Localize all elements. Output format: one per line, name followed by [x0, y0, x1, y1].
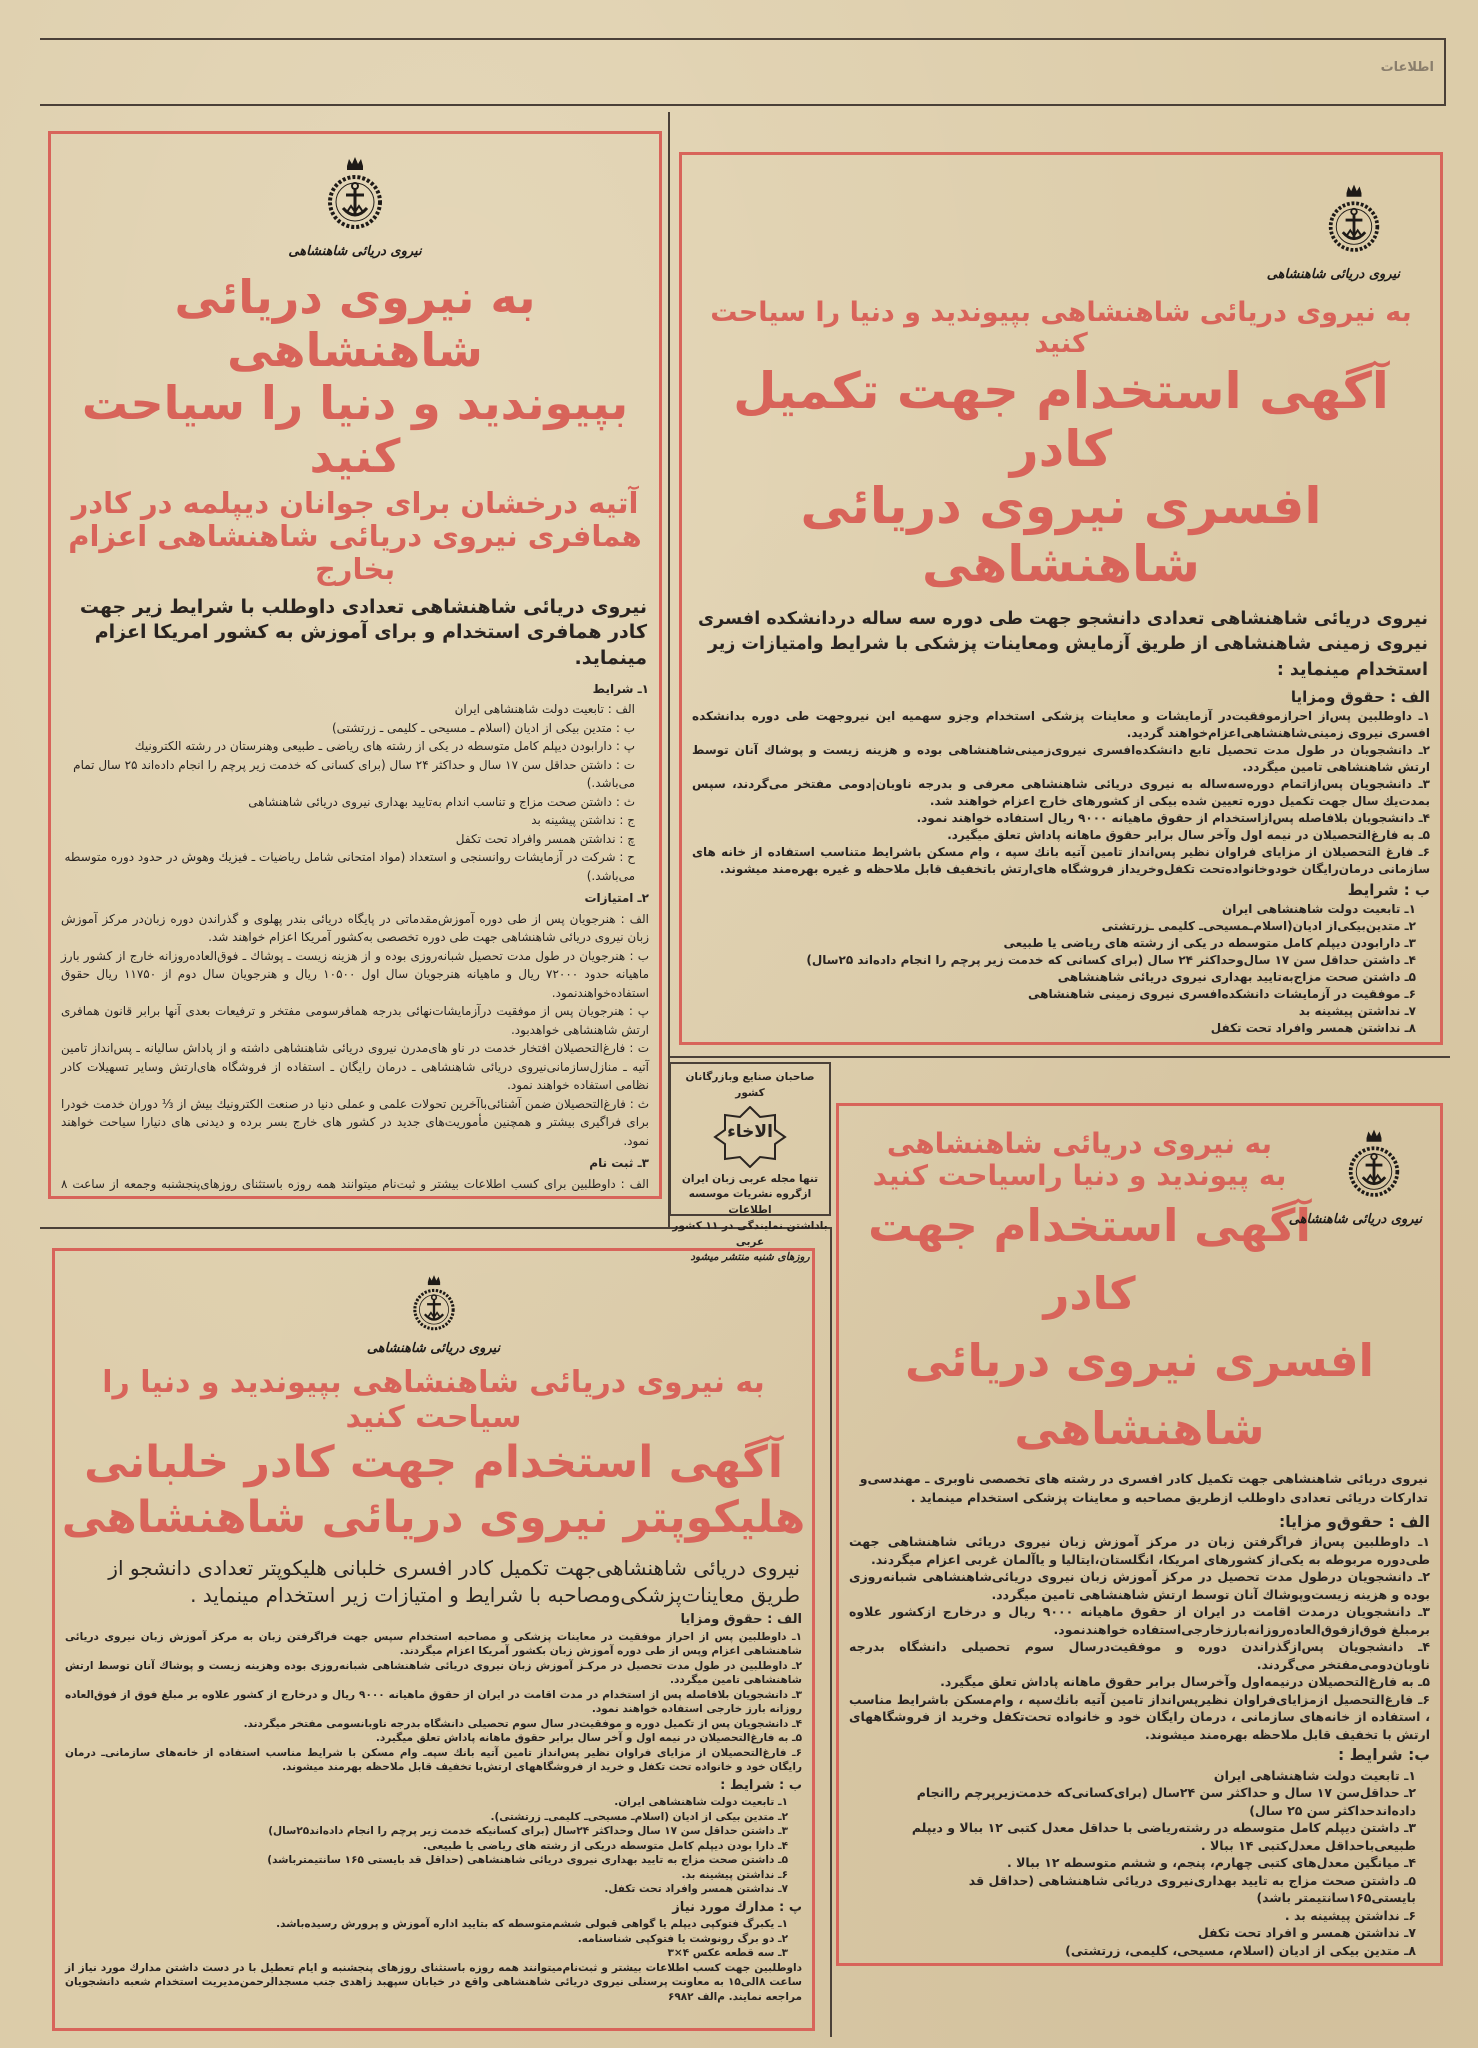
- paragraph: ث : فارغ‌التحصیلان ضمن آشنائی‌باآخرین تحولات علمی و عملی دنیا در صنعت الکترونیك بیش از ⅓ دوران خدمت خودرا برای فراگیری بیشتر و همچنین مأموریت‌های جدید در کشور های خارج بسر برده و دیدنی های دنیارا سیاحت خواهند نمود.: [61, 1096, 649, 1148]
- list-item: ۱ـ تابعیت دولت شاهنشاهی ایران.: [614, 1796, 788, 1808]
- list-item: ۵ـ داشتن صحت مزاج‌به‌تایید بهداری نیروی دریائی شاهنشاهی: [1057, 970, 1416, 985]
- headline-line: افسری نیروی دریائی شاهنشاهی: [905, 1334, 1374, 1455]
- paragraph: ۵ـ به فارغ‌التحصیلان در نیمه اول وآخر سال برابر حقوق ماهانه پاداش تعلق میگیرد.: [947, 828, 1430, 843]
- ad-homafar-recruitment: [48, 131, 662, 1199]
- paragraph: ۵ـ به فارغ‌التحصیلان در نیمه اول و آخر سال برابر حقوق ماهانه پاداش تعلق میگیرد.: [375, 1732, 802, 1744]
- section-heading: الف : حقوق ومزایا: [1290, 688, 1430, 707]
- section-divider: [668, 1056, 1450, 1058]
- navy-emblem-icon: [1326, 183, 1382, 259]
- ad-headline: [51, 271, 659, 483]
- navy-brand-text: نیروی دریائی شاهنشاهی: [1266, 267, 1400, 282]
- paragraph: ۳ـ دانشجویان درمدت اقامت در ایران از حقوق ماهیانه ۹۰۰۰ ریال و درخارج ازکشور علاوه برمبلغ فوق‌ازفوق‌العاده‌روزانه‌بارزخارجی‌استفاده خواهندنمود.: [849, 1604, 1430, 1637]
- paragraph: ۲ـ دانشجویان درطول مدت تحصیل در مرکز آموزش زبان نیروی دریائی‌شاهنشاهی شبانه‌روزی بوده و هزینه زیست‌وپوشاك آنان توسط ارتش شاهنشاهی تامین میگردد.: [849, 1569, 1430, 1602]
- headline-line: به پیوندید و دنیا راسیاحت کنید: [872, 1159, 1287, 1193]
- list-item: ۴ـ میانگین معدل‌های کتبی چهارم، پنجم، و ششم متوسطه ۱۲ ببالا .: [1007, 1855, 1416, 1871]
- list-item: ۱ـ تابعیت دولت شاهنشاهی ایران: [1213, 1767, 1416, 1783]
- headline-line: آگهی استخدام جهت کادر: [868, 1199, 1311, 1320]
- section-heading: ۳ـ ثبت نام: [589, 1156, 649, 1171]
- ad-subheadline: [51, 487, 659, 587]
- section-heading: ب : شرایط :: [720, 1777, 802, 1793]
- ad-line: تنها مجله عربی زبان ایران: [681, 1172, 819, 1185]
- subheadline-line: همافری نیروی دریائی شاهنشاهی اعزام بخارج: [68, 518, 642, 587]
- list-item: ۷ـ نداشتن پیشینه بد: [1298, 1004, 1416, 1019]
- headline-line: هلیکوپتر نیروی دریائی شاهنشاهی: [61, 1492, 806, 1543]
- section-heading: ب : شرایط: [1347, 881, 1430, 900]
- ad-intro: نیروی دریائی شاهنشاهی تعدادی داوطلب با شرایط زیر جهت کادر همافری استخدام و برای آموزش به کشور امریکا اعزام مینماید.: [79, 595, 647, 669]
- paragraph: ۴ـ دانشجویان پس از تکمیل دوره و موفقیت‌در سال سوم تحصیلی دانشگاه بدرجه ناوبانسومی مفتخر میگردند.: [243, 1717, 802, 1730]
- section-heading: الف : حقوق ومزایا: [680, 1612, 802, 1627]
- headline-line: افسری نیروی دریائی شاهنشاهی: [800, 477, 1322, 593]
- ad-title: صاحبان صنایع وبازرگانان کشور: [685, 1071, 815, 1099]
- section-heading: الف : حقوق‌و مزایا:: [1279, 1512, 1430, 1531]
- headline-line: به نیروی دریائی شاهنشاهی: [174, 270, 536, 377]
- column-divider: [830, 1227, 832, 2037]
- list-item: ح : شرکت در آزمایشات روانسنجی و استعداد (مواد امتحانی شامل ریاضیات ـ فیزیك وهوش در حدود دوره متوسطه می‌باشد.): [64, 850, 635, 883]
- headline-line: آگهی استخدام جهت تکمیل کادر: [733, 362, 1389, 478]
- navy-emblem-icon: [325, 156, 385, 236]
- paragraph: ۱ـ داوطلبین پس‌از فراگرفتن زبان در مرکز آموزش زبان نیروی دریائی شاهنشاهی جهت طی‌دوره مربوطه به یکی‌از کشورهای امریکا، انگلستان،ایتالیا و یاآلمان غربی اعزام میگردند.: [849, 1534, 1430, 1567]
- list-item: ۲ـ متدین‌بیکی‌از ادیان(اسلام‌ـمسیحی‌ـ کلیمی ـزرتشتی: [1101, 919, 1416, 934]
- navy-emblem-icon: [1346, 1128, 1402, 1204]
- paragraph: الف : هنرجویان پس از طی دوره آموزش‌مقدماتی در پایگاه دریائی بندر پهلوی و گذراندن دوره زبان‌در مرکز آموزش زبان نیروی دریائی شاهنشاهی جهت طی دوره تخصصی به‌کشور آمریکا اعزام خواهند شد.: [61, 911, 649, 945]
- ad-line: باداشتن نمایندگی در ۱۱ کشور عربی: [672, 1219, 828, 1248]
- section-heading: ب: شرایط :: [1337, 1746, 1430, 1765]
- paragraph: ۶ـ فارغ‌التحصیل ازمزایای‌فراوان نظیرپس‌انداز تامین آتیه بانك‌سپه ، وام‌مسکن باشرایط مناسب ، استفاده از خانه‌های سازمانی ، درمان رایگان خود و خانواده تحت‌تکفل وخرید از فروشگاههای ارتش با تخفیف قابل ملاحظه بهره‌مند میشوند.: [849, 1691, 1430, 1742]
- headline-line: بپیوندید و دنیا را سیاحت کنید: [81, 375, 629, 483]
- headline-line: آگهی استخدام جهت کادر خلبانی: [84, 1437, 783, 1488]
- list-item: ۵ـ داشتن صحت مزاج به تایید بهداری نیروی دریائی شاهنشاهی (حداقل قد بایستی ۱۶۵ سانتیمترباشد): [267, 1854, 788, 1866]
- list-item: ۶ـ نداشتن پیشینه بد.: [681, 1868, 788, 1881]
- al-akha-magazine-ad: [669, 1062, 831, 1264]
- paragraph: ۱ـ داوطلبین پس‌از احرازموفقیت‌در آزمایشات و معاینات پزشکی استخدام وجزو سهمیه این نیروجهت طی دوره بدانشکده افسری نیروی زمینی‌شاهنشاهی‌اعزام‌خواهند گردید.: [692, 709, 1430, 741]
- list-item: ۳ـ داشتن حداقل سن ۱۷ سال وحداکثر ۲۴سال (برای کسانیکه خدمت زیر پرچم را انجام داده‌اند۲۵سال): [268, 1825, 788, 1837]
- list-item: ۴ـ داشتن حداقل سن ۱۷ سال‌وحداکثر ۲۴ سال (برای کسانی که خدمت زیر پرچم را انجام داده‌اند ۲۵سال): [806, 953, 1416, 968]
- list-item: ۱ـ تابعیت دولت شاهنشاهی ایران: [1221, 902, 1416, 917]
- logo-text: الاخاء: [727, 1121, 773, 1142]
- ad-headline: [839, 1192, 1440, 1462]
- section-heading: [692, 1041, 1430, 1045]
- list-item: ۱ـ یکبرگ فتوکپی دیپلم یا گواهی قبولی ششم‌متوسطه که بتایید اداره آموزش و پرورش رسیده‌باشد.: [276, 1918, 788, 1930]
- section-heading: ۱ـ شرایط: [592, 681, 649, 696]
- section-heading: پ : مدارك مورد نیاز: [672, 1899, 802, 1915]
- ad-headline-small: به نیروی دریائی شاهنشاهی بپیوندید و دنیا را سیاحت کنید: [102, 1365, 765, 1435]
- ad-headline-small: [839, 1128, 1320, 1192]
- paragraph: پ : هنرجویان پس از موفقیت درآزمایشات‌نهائی بدرجه همافرسومی مفتخر و ترفیعات بعدی آنها برابر قانون همافری ارتش شاهنشاهی خواهدبود.: [61, 1004, 649, 1037]
- paragraph: ۴ـ دانشجویان بلافاصله پس‌ازاستخدام از حقوق ماهیانه ۹۰۰۰ ریال استفاده خواهند نمود.: [916, 811, 1430, 826]
- ad-headline-small: به نیروی دریائی شاهنشاهی بپیوندید و دنیا را سیاحت کنید: [710, 297, 1412, 360]
- list-item: ث : داشتن صحت مزاج و تناسب اندام به‌تایید بهداری نیروی دریائی شاهنشاهی: [248, 794, 635, 809]
- paragraph: داوطلبین جهت کسب اطلاعات بیشتر و ثبت‌نام‌میتوانند همه روزه باستثنای روزهای پنجشنبه و ایام تعطیل با در دست داشتن مدارك مورد نیاز از ساعت ۸الی۱۵ به معاونت پرسنلی نیروی دریائی شاهنشاهی واقع در خیابان سپهبد زاهدی جنب مسجدالرحمن‌مدیریت استخدام شعبه دانشجویان مراجعه نمایند. م‌الف ۶۹۸۲: [65, 1961, 802, 2003]
- section-heading: [849, 1963, 1430, 1966]
- paragraph: ۲ـ دانشجویان در طول مدت تحصیل تابع دانشکده‌افسری نیروی‌زمینی‌شاهنشاهی بوده و هزینه زیست و پوشاك آنان توسط ارتش شاهنشاهی تامین میگردد.: [692, 743, 1430, 775]
- ad-body: [839, 1514, 1440, 1966]
- subheadline-line: آتیه درخشان برای جوانان دیپلمه در کادر: [71, 485, 639, 520]
- list-item: الف : تابعیت دولت شاهنشاهی ایران: [454, 702, 635, 717]
- navy-brand-text: نیروی دریائی شاهنشاهی: [366, 1341, 501, 1356]
- list-item: ت : داشتن حداقل سن ۱۷ سال و حداکثر ۲۴ سال (برای کسانی که خدمت زیر پرچم را انجام داده‌اند ۲۵ سال تمام می‌باشد.): [73, 757, 635, 791]
- paragraph: ۳ـ دانشجویان بلافاصله پس از استخدام در مدت اقامت در ایران از حقوق ماهیانه ۹۰۰۰ ریال و درخارج از کشور علاوه بر مبلغ فوق از فوق‌العاده روزانه بارز خارجی استفاده خواهند نمود.: [65, 1688, 802, 1715]
- list-item: ۶ـ نداشتن پیشینه بد .: [1284, 1907, 1416, 1923]
- section-heading: ۲ـ امتیازات: [584, 891, 649, 906]
- ad-headline: [55, 1435, 812, 1545]
- ad-body: [682, 689, 1440, 1045]
- ad-intro: نیروی دریائی شاهنشاهی‌جهت تکمیل کادر افسری خلبانی هلیکوپتر تعدادی دانشجو از طریق معاینات‌پزشکی‌ومصاحبه با شرایط و امتیازات زیر استخدام مینماید .: [108, 1556, 800, 1607]
- navy-brand-text: نیروی دریائی شاهنشاهی: [1288, 1212, 1422, 1227]
- paragraph: ت : فارغ‌التحصیلان افتخار خدمت در ناو های‌مدرن نیروی دریائی شاهنشاهی داشته و از پاداش سالیانه ـ پس‌انداز تامین آتیه ـ منازل‌سازمانی‌نیروی دریائی شاهنشاهی ـ درمان رایگان ـ استفاده از فروشگاه های‌ارتش وسایر تسهیلات کادر نظامی استفاده خواهند نمود.: [61, 1041, 649, 1093]
- paragraph: الف : داوطلبین برای کسب اطلاعات بیشتر و ثبت‌نام میتوانند همه روزه باستثنای روزهای‌پنجشنبه وجمعه از ساعت ۸: [61, 1176, 649, 1191]
- headline-line: به نیروی دریائی شاهنشاهی: [886, 1127, 1273, 1160]
- list-item: چ : نداشتن همسر وافراد تحت تکفل: [455, 831, 635, 846]
- ad-headline: [682, 363, 1440, 593]
- paragraph: ۲ـ داوطلبین در طول مدت تحصیل در مرکـز آموزش زبان نیروی دریائی شاهنشاهی شبانه‌روزی بوده وهزینه زیست و پوشاك آنان توسط ارتش شاهنشاهی تامین میگردد.: [65, 1659, 802, 1686]
- list-item: ۵ـ داشتن صحت مزاج به تایید بهداری‌نیروی دریائی شاهنشاهی (حداقل قد بایستی۱۶۵سانتیمتر باشد): [968, 1872, 1416, 1906]
- list-item: ۳ـ دارابودن دیپلم کامل متوسطه در یکی از رشته های ریاضی یا طبیعی: [1003, 936, 1416, 951]
- page-header-frame: [40, 38, 1446, 106]
- ad-intro: نیروی دریائی شاهنشاهی تعدادی دانشجو جهت طی دوره سه ساله دردانشکده افسری نیروی زمینی شاهنشاهی از طریق آزمایش ومعاینات پزشکی با شرایط وامتیازات زیر استخدام مینماید :: [698, 609, 1428, 680]
- ad-officer-cadet-recruitment: [679, 152, 1443, 1045]
- paragraph: ۶ـ فارغ التحصیلان از مزایای فراوان نظیر پس‌انداز تامین آتیه بانك سپه ، وام مسکن باشرایط متناسب استفاده از خانه های سازمانی درمان‌رایگان خودوخانواده‌تحت تکفل‌وخریداز فروشگاه های‌ارتش باتخفیف قابل ملاحظه و غیره بهره‌مند میشوند.: [692, 845, 1430, 877]
- list-item: ۳ـ سه قطعه عکس ۴×۳: [667, 1947, 788, 1959]
- ad-body: [51, 680, 659, 1199]
- column-divider: [668, 112, 670, 1228]
- list-item: ۴ـ دارا بودن دیپلم کامل متوسطه دریکی از رشته های ریاضی یا طبیعی.: [423, 1839, 788, 1852]
- list-item: ۲ـ دو برگ رونوشت یا فتوکپی شناسنامه.: [577, 1932, 788, 1945]
- ad-line: روزهای شنبه منتشر میشود: [690, 1251, 810, 1264]
- paragraph: ۵ـ به فارغ‌التحصیلان درنیمه‌اول وآخرسال برابر حقوق ماهانه پاداش تعلق میگیرد.: [940, 1674, 1430, 1690]
- navy-emblem-icon: [411, 1273, 457, 1337]
- paragraph: ب : هنرجویان در طول مدت تحصیل شبانه‌روزی بوده و از هزینه زیست ـ پوشاك ـ فوق‌العاده‌روزانه خارج از کشور بارز ماهیانه حدود ۷۲۰۰۰ ریال و ماهیانه هنرجویان سال اول ۱۰۵۰۰ ریال و هنرجویان سال دوم از ۱۱۷۵۰ ریال حقوق استفاده‌خواهندنمود.: [61, 948, 649, 1000]
- paragraph: ۱ـ داوطلبین پس از احراز موفقیت در معاینات پزشکی و مصاحبه استخدام سپس جهت فراگرفتن زبان به مرکز آموزش زبان نیروی دریائی شاهنشاهی اعزام وپس از طی دوره آموزش زبان بکشور آمریکا اعزام میگردند.: [65, 1630, 802, 1657]
- list-item: ۳ـ داشتن دیپلم کامل متوسطه در رشته‌ریاضی با حداقل معدل کتبی ۱۲ ببالا و دیپلم طبیعی‌باحداقل معدل‌کتبی ۱۴ ببالا .: [911, 1820, 1416, 1853]
- al-akha-logo: [713, 1106, 787, 1168]
- paragraph: ۶ـ فارغ‌التحصیلان از مزایای فراوان نظیر پس‌انداز تامین آتیه بانك سپه‌ـ وام مسکن با شرایط مناسب استفاده از خانه‌های سازمانی‌ـ درمان رایگان خود و خانواده تحت تکفل و خرید از فروشگاههای ارتش‌با تخفیف قابل ملاحظه بهرمند میشوند.: [65, 1746, 802, 1773]
- ad-line: ازگروه نشریات موسسه اطلاعات: [688, 1188, 812, 1216]
- paragraph: ۳ـ دانشجویان پس‌ازاتمام دوره‌سه‌ساله به نیروی دریائی شاهنشاهی معرفی و بدرجه ناوبان|دومی مفتخر می‌گردند، سپس بمدت‌یك سال جهت تکمیل دوره تعیین شده بیکی از کشورهای خارج اعزام خواهند شد.: [692, 777, 1430, 809]
- list-item: ۲ـ حداقل‌سن ۱۷ سال و حداکثر سن ۲۴سال (برای‌کسانی‌که خدمت‌زیرپرچم راانجام داده‌اندحداکثر سن ۲۵ سال): [916, 1785, 1416, 1818]
- newspaper-name: اطلاعات: [1380, 60, 1434, 75]
- paragraph: ۴ـ دانشجویان پس‌ازگذراندن دوره و موفقیت‌درسال سوم تحصیلی دانشگاه بدرجه ناوبان‌دومی‌مفتخر می‌گردند.: [849, 1639, 1430, 1672]
- ad-naval-officer-recruitment: [836, 1103, 1443, 1966]
- list-item: ۶ـ موفقیت در آزمایشات دانشکده‌افسری نیروی زمینی شاهنشاهی: [1028, 987, 1416, 1002]
- list-item: ۸ـ نداشتن همسر وافراد تحت تکفل: [1210, 1021, 1416, 1036]
- ad-intro: نیروی دریائی شاهنشاهی جهت تکمیل کادر افسری در رشته های تخصصی ناوبری ـ مهندسی‌و تدارکات دریائی تعدادی داوطلب ازطریق مصاحبه و معاینات پزشکی استخدام مینماید .: [859, 1471, 1428, 1506]
- navy-brand-text: نیروی دریائی شاهنشاهی: [288, 244, 422, 259]
- list-item: ۲ـ متدین بیکی از ادیان (اسلام‌ـ مسیحی‌ـ کلیمی‌ـ زرتشتی).: [490, 1810, 788, 1823]
- list-item: پ : دارابودن دیپلم کامل متوسطه در یکی از رشته های ریاضی ـ طبیعی وهنرستان در رشته الکترونیك: [134, 739, 635, 754]
- ad-helicopter-pilot-recruitment: [52, 1248, 815, 2031]
- list-item: ۸ـ متدین بیکی از ادیان (اسلام، مسیحی، کلیمی، زرتشتی): [1065, 1942, 1416, 1958]
- list-item: ۷ـ نداشتن همسر و افراد تحت تکفل: [1197, 1925, 1416, 1941]
- ad-body: [55, 1613, 812, 2004]
- list-item: ب : متدین بیکی از ادیان (اسلام ـ مسیحی ـ کلیمی ـ زرتشتی): [331, 720, 635, 735]
- list-item: ۷ـ نداشتن همسر وافراد تحت تکفل.: [604, 1883, 788, 1895]
- list-item: ج : نداشتن پیشینه بد: [531, 813, 635, 828]
